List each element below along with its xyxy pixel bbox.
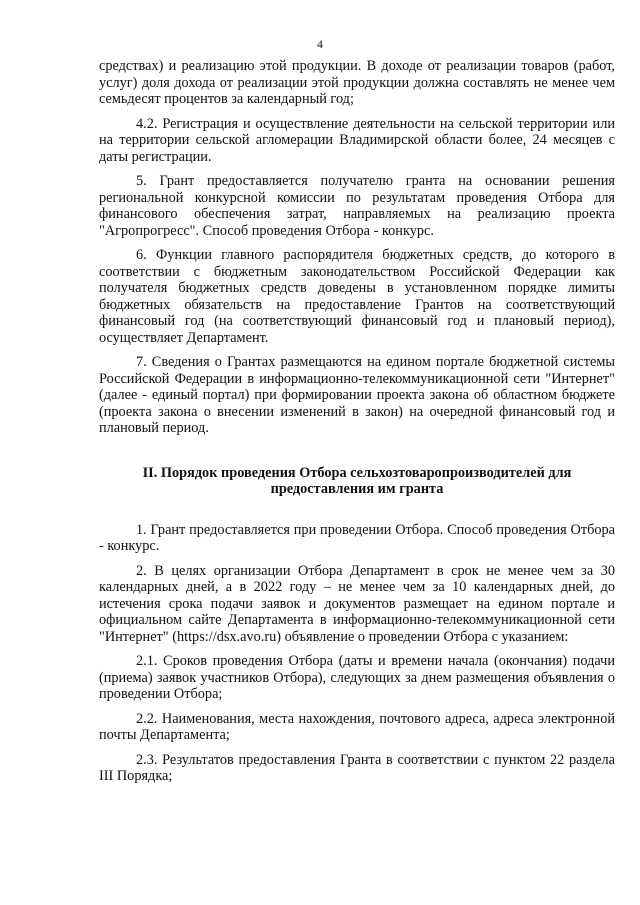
- paragraph-ii-2-1: 2.1. Сроков проведения Отбора (даты и времени начала (окончания) подачи (приема) заявок участников Отбора), следующих за днем размещения объявления о проведении Отбора;: [99, 653, 615, 702]
- paragraph-6: 6. Функции главного распорядителя бюджетных средств, до которого в соответствии с бюджетным законодательством Российской Федерации как получателя бюджетных средств доведены в установленном порядке лимиты бюджетных обязательств на предоставление Грантов на соответствующий финансовый год (на соответствующий финансовый год и плановый период), осуществляет Департамент.: [99, 247, 615, 346]
- paragraph-ii-2-3: 2.3. Результатов предоставления Гранта в соответствии с пунктом 22 раздела III Порядка;: [99, 751, 615, 784]
- paragraph-4-2: 4.2. Регистрация и осуществление деятельности на сельской территории или на территории сельской агломерации Владимирской области более, 24 месяцев с даты регистрации.: [99, 115, 615, 165]
- page-number: 4: [317, 37, 323, 51]
- paragraph-ii-1: 1. Грант предоставляется при проведении Отбора. Способ проведения Отбора - конкурс.: [99, 521, 615, 554]
- section-heading: II. Порядок проведения Отбора сельхозтоваропроизводителей для предоставления им гранта: [142, 464, 572, 497]
- document-body: [99, 58, 615, 785]
- paragraph-7: 7. Сведения о Грантах размещаются на едином портале бюджетной системы Российской Федерации в информационно-телекоммуникационной сети "Интернет" (далее - единый портал) при формировании проекта закона об областном бюджете (проекта закона о внесении изменений в закон) на очередной финансовый год и плановый период.: [99, 354, 615, 436]
- paragraph-5: 5. Грант предоставляется получателю гранта на основании решения региональной конкурсной комиссии по результатам проведения Отбора для финансового обеспечения затрат, направляемых на реализацию проекта "Агропрогресс". Способ проведения Отбора - конкурс.: [99, 173, 615, 239]
- paragraph-ii-2: 2. В целях организации Отбора Департамент в срок не менее чем за 30 календарных дней, а в 2022 году – не менее чем за 10 календарных дней, до истечения срока подачи заявок и документов размещает на едином портале и официальном сайте Департамента в информационно-телекоммуникационной сети "Интернет" (https://dsx.avo.ru) объявление о проведении Отбора с указанием:: [99, 562, 615, 645]
- paragraph-continuation: средствах) и реализацию этой продукции. В доходе от реализации товаров (работ, услуг) доля дохода от реализации этой продукции должна составлять не менее чем семьдесят процентов за календарный год;: [99, 58, 615, 107]
- paragraph-ii-2-2: 2.2. Наименования, места нахождения, почтового адреса, адреса электронной почты Департамента;: [99, 710, 615, 743]
